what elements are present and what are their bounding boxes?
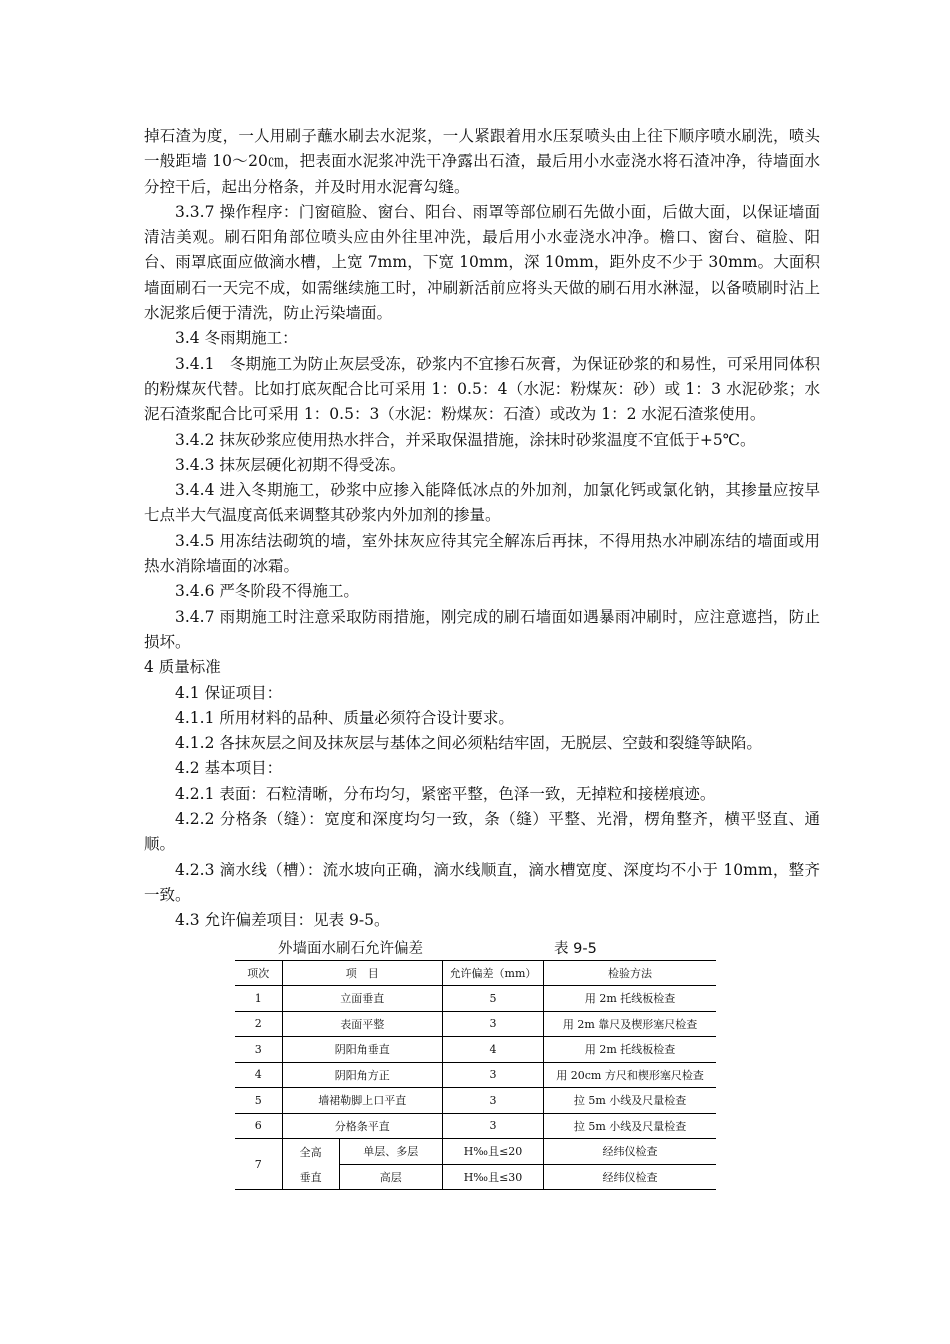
cell-item: 立面垂直 [282, 986, 442, 1012]
cell-method: 用 2m 托线板检查 [544, 986, 716, 1012]
table-number: 表 9-5 [554, 940, 597, 957]
table-row [235, 1037, 716, 1063]
cell-method: 拉 5m 小线及尺量检查 [544, 1113, 716, 1139]
table-row [235, 1011, 716, 1037]
paragraph-continuation: 掉石渣为度，一人用刷子蘸水刷去水泥浆，一人紧跟着用水压泵喷头由上往下顺序喷水刷洗，喷头一般距墙 10～20㎝，把表面水泥浆冲洗干净露出石渣，最后用小水壶浇水将石渣冲净，待墙面水分控干后，起出分格条，并及时用水泥膏勾缝。 [144, 127, 820, 196]
cell-method: 经纬仪检查 [544, 1164, 716, 1190]
table-row [235, 1164, 716, 1190]
header-method: 检验方法 [544, 960, 716, 986]
paragraph-3-4-6: 3.4.6 严冬阶段不得施工。 [175, 582, 359, 601]
header-tolerance: 允许偏差（mm） [442, 960, 543, 986]
paragraph-4-2-1: 4.2.1 表面：石粒清晰，分布均匀，紧密平整，色泽一致，无掉粒和接槎痕迹。 [175, 784, 716, 803]
paragraph-3-4-3: 3.4.3 抹灰层硬化初期不得受冻。 [175, 455, 406, 474]
cell-tolerance: 3 [442, 1062, 543, 1088]
table-row [235, 1088, 716, 1114]
header-no: 项次 [235, 960, 282, 986]
cell-no: 7 [235, 1139, 282, 1190]
cell-group-bottom: 垂直 [282, 1164, 339, 1190]
cell-tolerance: 3 [442, 1113, 543, 1139]
heading-4-2: 4.2 基本项目： [175, 759, 283, 778]
cell-no: 6 [235, 1113, 282, 1139]
heading-4-1: 4.1 保证项目： [175, 683, 283, 702]
cell-item: 阴阳角方正 [282, 1062, 442, 1088]
cell-tolerance: H‰且≤20 [442, 1139, 543, 1165]
paragraph-3-4-2: 3.4.2 抹灰砂浆应使用热水拌合，并采取保温措施，涂抹时砂浆温度不宜低于+5℃。 [175, 430, 756, 449]
table-header-row [235, 960, 716, 986]
cell-method: 拉 5m 小线及尺量检查 [544, 1088, 716, 1114]
paragraph-3-4-7: 3.4.7 雨期施工时注意采取防雨措施，刚完成的刷石墙面如遇暴雨冲刷时，应注意遮挡，防止损坏。 [144, 607, 820, 651]
paragraph-3-3-7: 3.3.7 操作程序：门窗碹脸、窗台、阳台、雨罩等部位刷石先做小面，后做大面，以保证墙面清洁美观。刷石阳角部位喷头应由外往里冲洗，最后用小水壶浇水冲净。檐口、窗台、碹脸、阳台、雨罩底面应做滴水槽，上宽 7mm，下宽 10mm，深 10mm，距外皮不少于 30mm。大面积墙面刷石一天完不成，如需继续施工时，冲刷新活前应将头天做的刷石用水淋湿，以备喷刷时沾上水泥浆后便于清洗，防止污染墙面。 [144, 202, 820, 323]
table-caption [144, 934, 820, 960]
cell-item: 分格条平直 [282, 1113, 442, 1139]
cell-tolerance: 4 [442, 1037, 543, 1063]
cell-no: 2 [235, 1011, 282, 1037]
paragraph-4-3: 4.3 允许偏差项目：见表 9-5。 [175, 911, 390, 930]
cell-item: 阴阳角垂直 [282, 1037, 442, 1063]
paragraph-4-2-3: 4.2.3 滴水线（槽）：流水坡向正确，滴水线顺直，滴水槽宽度、深度均不小于 10mm，整齐一致。 [144, 860, 820, 904]
document-body [144, 124, 820, 1190]
cell-no: 5 [235, 1088, 282, 1114]
cell-group-top: 全高 [282, 1139, 339, 1165]
tolerance-table [235, 960, 716, 1191]
heading-3-4: 3.4 冬雨期施工： [175, 329, 298, 348]
table-row [235, 986, 716, 1012]
paragraph-4-2-2: 4.2.2 分格条（缝）：宽度和深度均匀一致，条（缝）平整、光滑，楞角整齐，横平竖直、通顺。 [144, 810, 820, 854]
cell-method: 用 20cm 方尺和楔形塞尺检查 [544, 1062, 716, 1088]
cell-no: 3 [235, 1037, 282, 1063]
cell-method: 经纬仪检查 [544, 1139, 716, 1165]
paragraph-4-1-2: 4.1.2 各抹灰层之间及抹灰层与基体之间必须粘结牢固，无脱层、空鼓和裂缝等缺陷。 [175, 734, 762, 753]
heading-4: 4 质量标准 [144, 658, 221, 677]
cell-no: 1 [235, 986, 282, 1012]
table-row [235, 1062, 716, 1088]
paragraph-4-1-1: 4.1.1 所用材料的品种、质量必须符合设计要求。 [175, 708, 514, 727]
cell-tolerance: H‰且≤30 [442, 1164, 543, 1190]
cell-subitem: 单层、多层 [339, 1139, 442, 1165]
cell-method: 用 2m 靠尺及楔形塞尺检查 [544, 1011, 716, 1037]
cell-tolerance: 3 [442, 1088, 543, 1114]
table-row [235, 1139, 716, 1165]
cell-method: 用 2m 托线板检查 [544, 1037, 716, 1063]
header-item: 项 目 [282, 960, 442, 986]
paragraph-3-4-4: 3.4.4 进入冬期施工，砂浆中应掺入能降低冰点的外加剂，加氯化钙或氯化钠，其掺量应按早七点半大气温度高低来调整其砂浆内外加剂的掺量。 [144, 481, 820, 525]
cell-item: 墙裙勒脚上口平直 [282, 1088, 442, 1114]
table-row [235, 1113, 716, 1139]
table-title: 外墙面水刷石允许偏差 [278, 940, 423, 957]
cell-no: 4 [235, 1062, 282, 1088]
cell-subitem: 高层 [339, 1164, 442, 1190]
paragraph-3-4-5: 3.4.5 用冻结法砌筑的墙，室外抹灰应待其完全解冻后再抹，不得用热水冲刷冻结的墙面或用热水消除墙面的冰霜。 [144, 531, 820, 576]
cell-tolerance: 3 [442, 1011, 543, 1037]
paragraph-3-4-1: 3.4.1 冬期施工为防止灰层受冻，砂浆内不宜掺石灰膏，为保证砂浆的和易性，可采用同体积的粉煤灰代替。比如打底灰配合比可采用 1：0.5：4（水泥：粉煤灰：砂）或 1：3 水泥砂浆；水泥石渣浆配合比可采用 1：0.5：3（水泥：粉煤灰：石渣）或改为 1：2 水泥石渣浆使用。 [144, 354, 820, 424]
cell-tolerance: 5 [442, 986, 543, 1012]
cell-item: 表面平整 [282, 1011, 442, 1037]
